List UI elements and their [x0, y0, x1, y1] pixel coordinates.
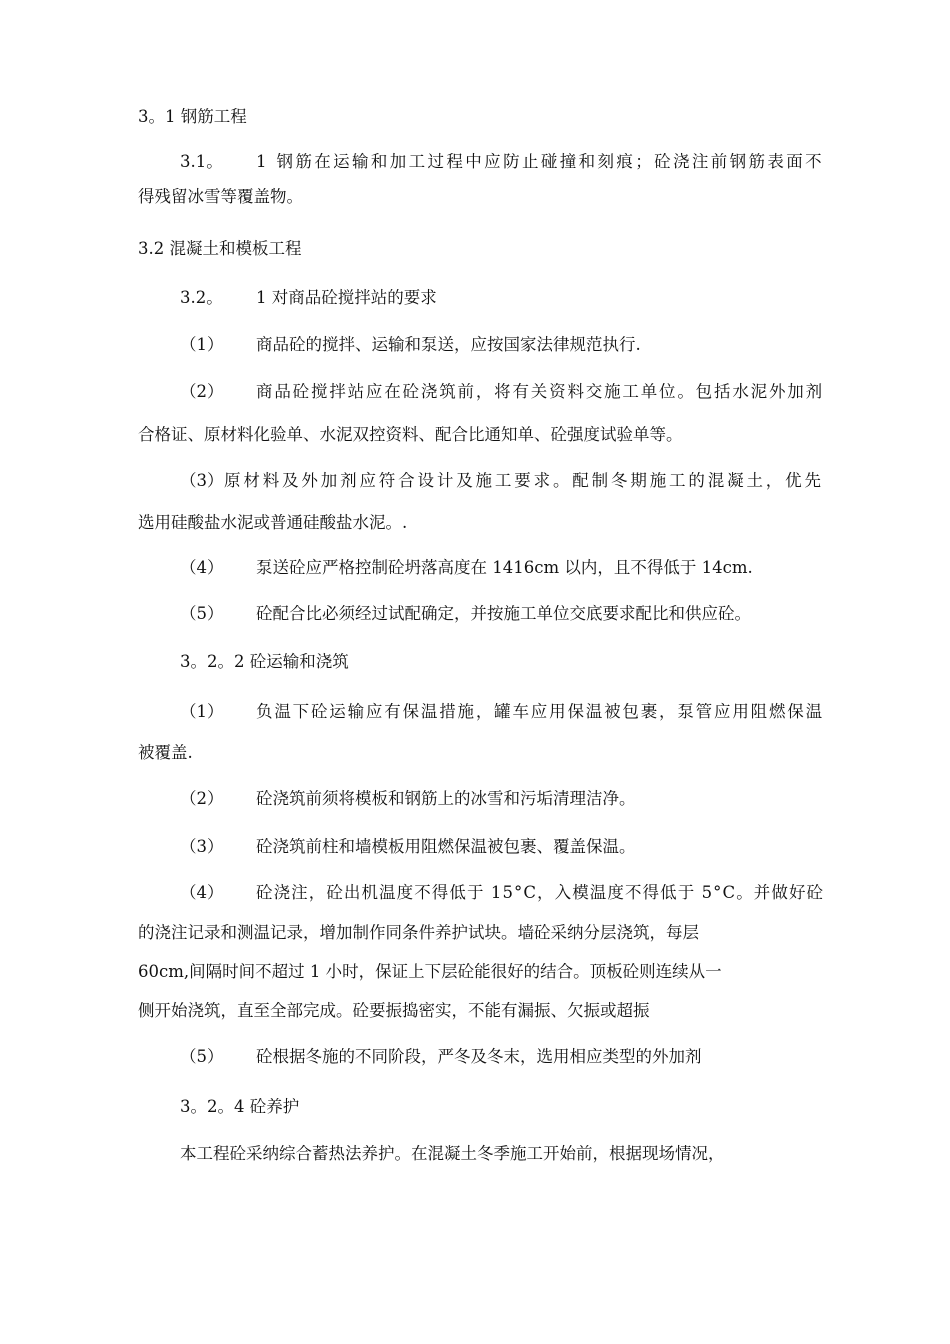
item-number: （3）: [180, 471, 224, 490]
item-number: （2）: [180, 789, 224, 808]
clause-3-1-1-number: 3.1。: [180, 152, 223, 171]
clause-3-2-1-text: 1 对商品砼搅拌站的要求: [256, 288, 437, 307]
item-line: 选用硅酸盐水泥或普通硅酸盐水泥。.: [138, 513, 408, 532]
item-line: 负温下砼运输应有保温措施，罐车应用保温被包裹，泵管应用阻燃保温: [256, 702, 824, 721]
item-line: 的浇注记录和测温记录，增加制作同条件养护试块。墙砼采纳分层浇筑，每层: [138, 923, 699, 942]
clause-3-2-1-number: 3.2。: [180, 288, 223, 307]
item-number: （4）: [180, 883, 224, 902]
item-number: （5）: [180, 604, 224, 623]
section-3-2-2-heading: 3。2。2 砼运输和浇筑: [180, 652, 349, 671]
item-line: 砼浇注，砼出机温度不得低于 15°C，入模温度不得低于 5°C。并做好砼: [256, 883, 825, 902]
item-line: 原材料及外加剂应符合设计及施工要求。配制冬期施工的混凝土，优先: [224, 471, 824, 490]
item-line: 侧开始浇筑，直至全部完成。砼要振捣密实，不能有漏振、欠振或超振: [138, 1001, 650, 1020]
item-number: （1）: [180, 702, 224, 721]
item-line: 泵送砼应严格控制砼坍落高度在 1416cm 以内，且不得低于 14cm.: [256, 558, 753, 577]
item-number: （2）: [180, 382, 224, 401]
item-line: 砼配合比必须经过试配确定，并按施工单位交底要求配比和供应砼。: [256, 604, 751, 623]
clause-3-1-1-line2: 得残留冰雪等覆盖物。: [138, 187, 303, 206]
item-line: 被覆盖.: [138, 743, 193, 762]
item-line: 商品砼的搅拌、运输和泵送，应按国家法律规范执行.: [256, 335, 641, 354]
item-number: （4）: [180, 558, 224, 577]
item-number: （3）: [180, 837, 224, 856]
item-line: 砼根据冬施的不同阶段，严冬及冬末，选用相应类型的外加剂: [256, 1047, 702, 1066]
section-3-2-4-heading: 3。2。4 砼养护: [180, 1097, 300, 1116]
item-line: 商品砼搅拌站应在砼浇筑前，将有关资料交施工单位。包括水泥外加剂: [256, 382, 824, 401]
item-line: 合格证、原材料化验单、水泥双控资料、配合比通知单、砼强度试验单等。: [138, 425, 683, 444]
section-3-2-4-text: 本工程砼采纳综合蓄热法养护。在混凝土冬季施工开始前，根据现场情况，: [180, 1144, 725, 1163]
item-number: （1）: [180, 335, 224, 354]
item-number: （5）: [180, 1047, 224, 1066]
item-line: 60cm,间隔时间不超过 1 小时，保证上下层砼能很好的结合。顶板砼则连续从一: [138, 962, 722, 981]
item-line: 砼浇筑前柱和墙模板用阻燃保温被包裹、覆盖保温。: [256, 837, 636, 856]
section-3-2-heading: 3.2 混凝土和模板工程: [138, 239, 302, 258]
section-3-1-heading: 3。1 钢筋工程: [138, 107, 247, 126]
clause-3-1-1-line1: 1 钢筋在运输和加工过程中应防止碰撞和刻痕；砼浇注前钢筋表面不: [256, 152, 825, 171]
item-line: 砼浇筑前须将模板和钢筋上的冰雪和污垢清理洁净。: [256, 789, 636, 808]
